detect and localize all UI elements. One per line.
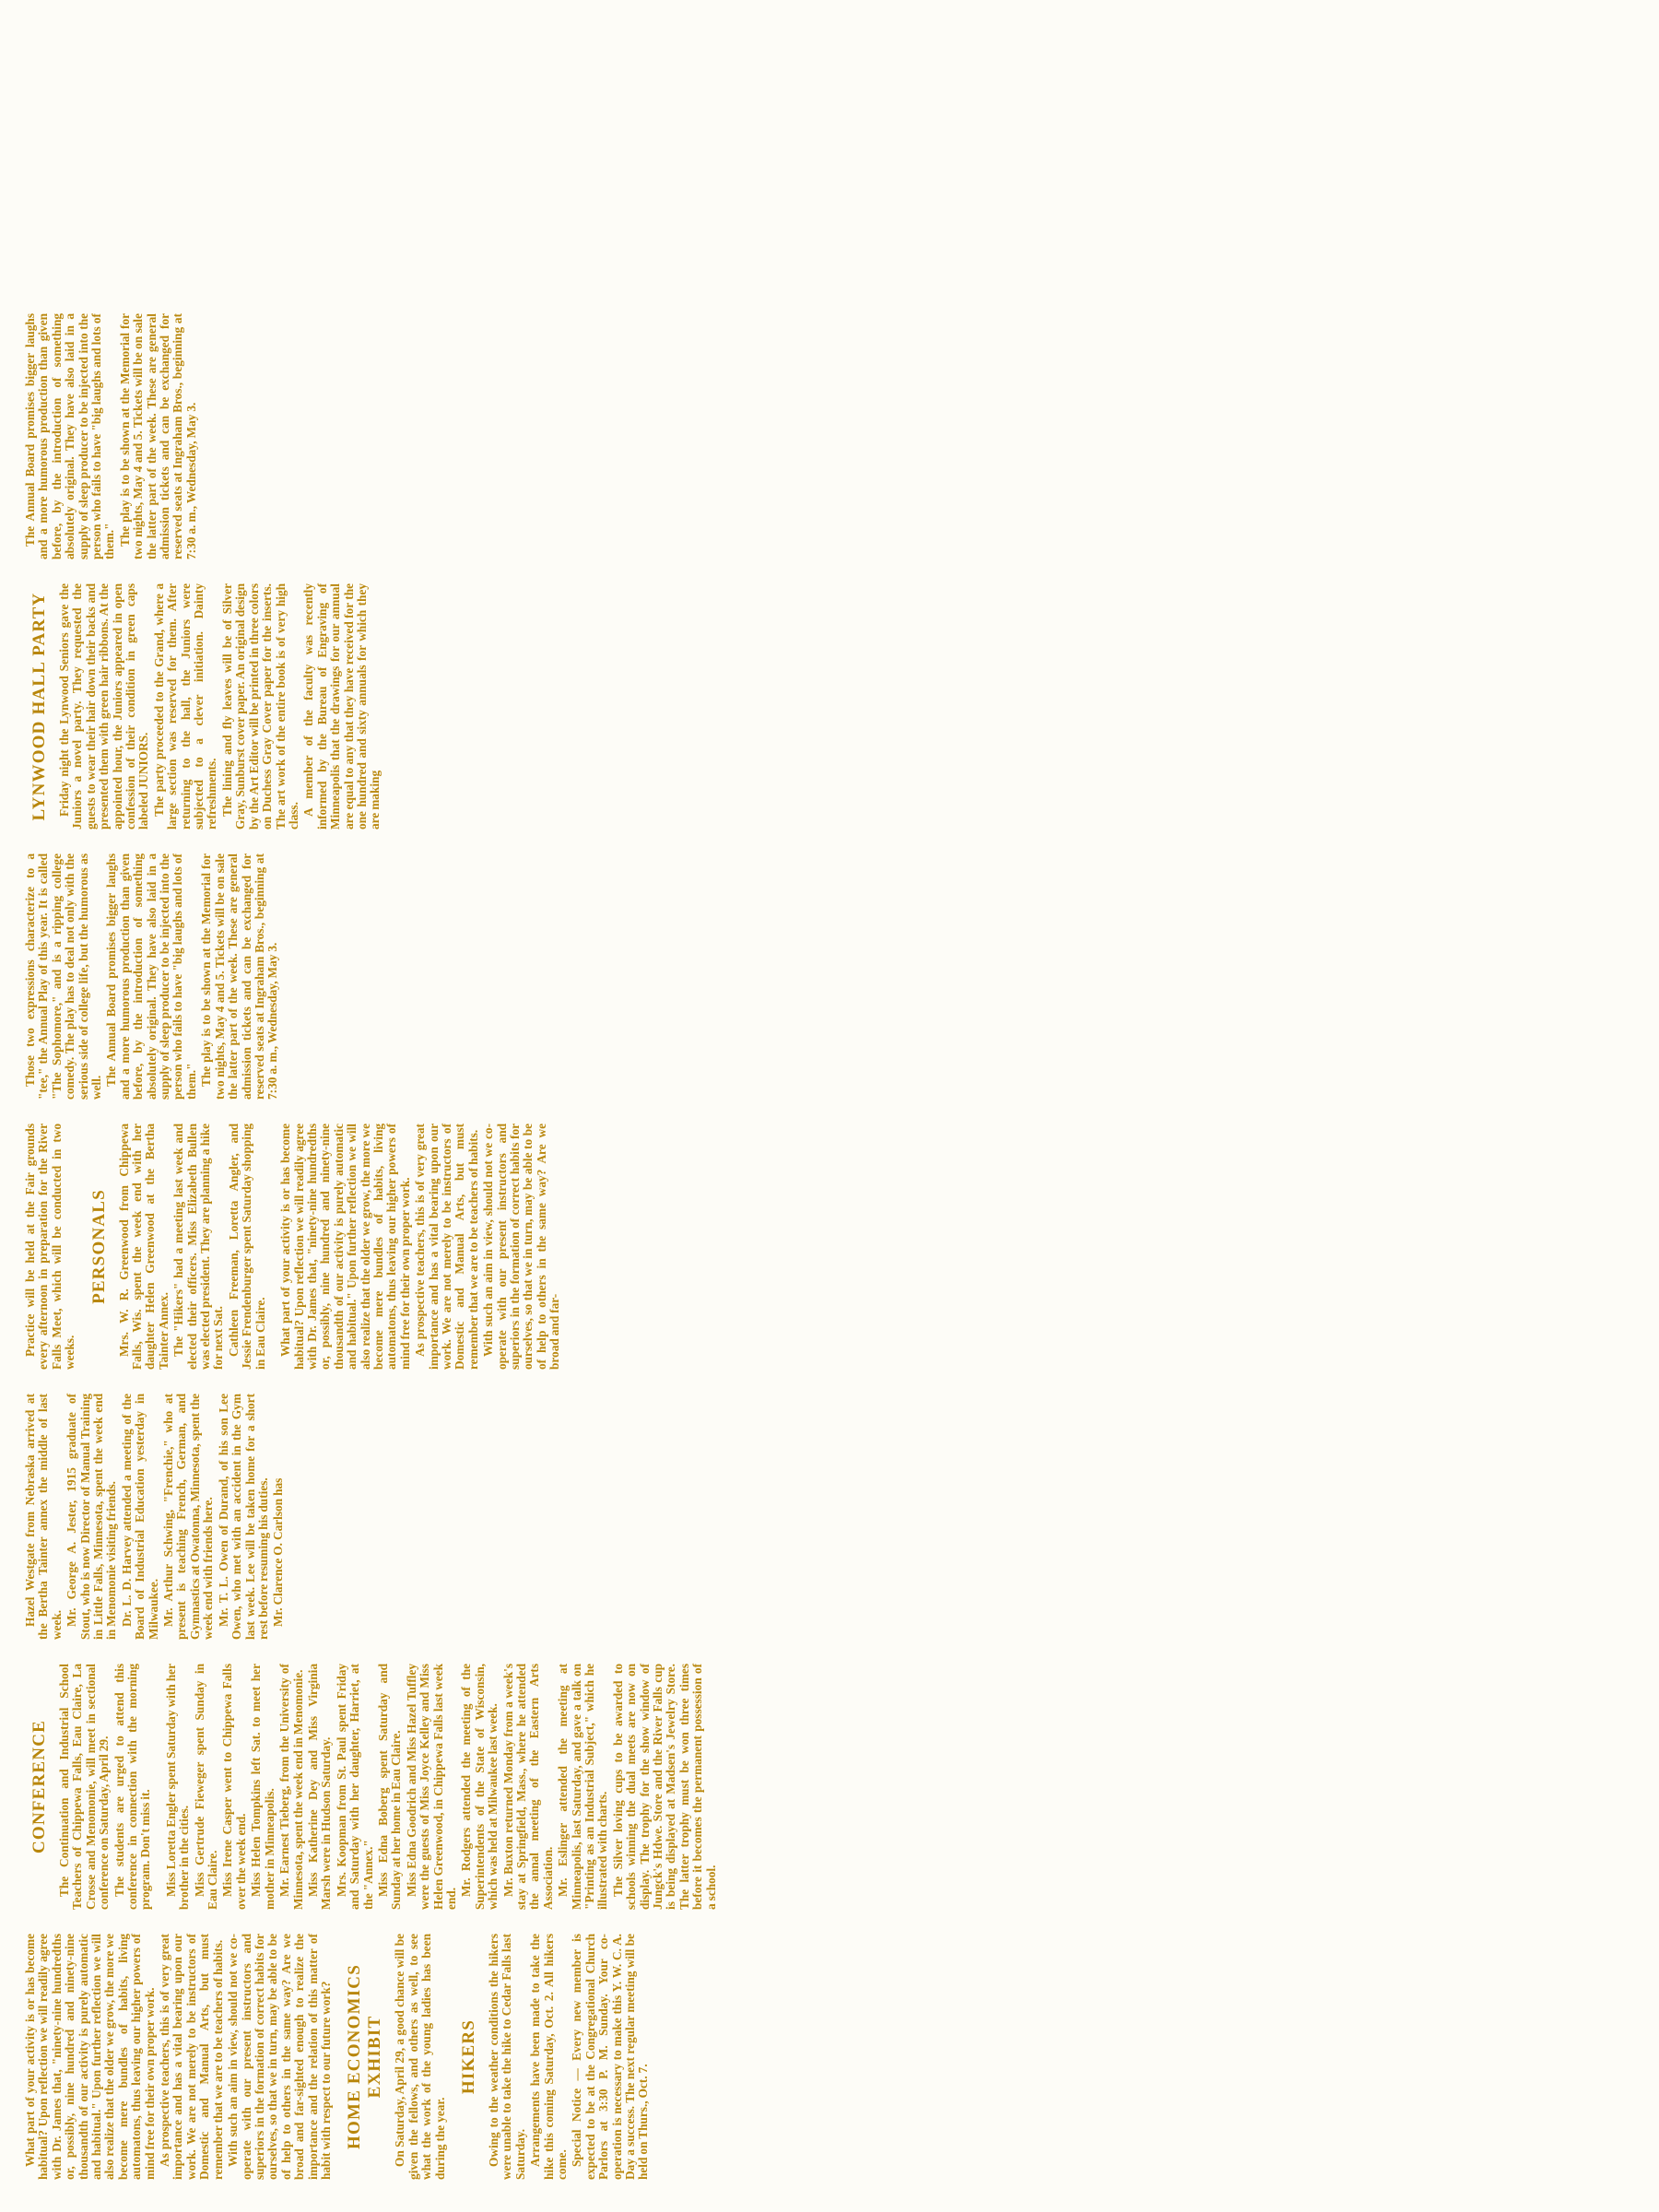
paragraph: Cathleen Freeman, Loretta Angler, and Jessie Frendenburger spent Saturday shopping in Eau Claire.	[226, 1124, 267, 1370]
paragraph: Practice will be held at the Fair grounds every afternoon in preparation for the River Falls Meet, which will be conducted in two weeks.	[23, 1124, 77, 1370]
paragraph: Those two expressions characterize to a "tee," the Annual Play of this year. It is called "The Sophomore," and is a ripping college comedy. The play has to deal not only with the serious side of college life, but the humorous as well.	[23, 853, 104, 1100]
paragraph: What part of your activity is or has become habitual? Upon reflection we will readily agree with Dr. James that, "ninety-nine hundredths or, possibly, nine hundred and ninety-nine thousandth of our activity is purely automatic and habitual." Upon further reflection we will also realize that the older we grow, the more we become mere bundles of habits, living automatons, thus leaving our higher powers of mind free for their own proper work.	[278, 1124, 412, 1370]
article-block	[24, 1394, 286, 1640]
paragraph: The lining and fly leaves will be of Silver Gray, Sunburst cover paper. An original design by the Art Editor will be printed in three colors on Duchess Gray Cover paper for the inserts. The art work of the entire book is of very high class.	[219, 583, 300, 830]
section-heading: HIKERS	[458, 2018, 478, 2095]
paragraph: With such an aim in view, should not we co-operate with our present instructors and superiors in the formation of correct habits for ourselves, so that we in turn, may be able to be of help to others in the same way? Are we broad and far-	[481, 1124, 562, 1370]
paragraph: On Saturday, April 29, a good chance will be given the fellows, and others as well, to see what the work of the young ladies has been during the year.	[393, 1934, 447, 2180]
paragraph: The Continuation and Industrial School Teachers of Chippewa Falls, Eau Claire, La Crosse and Menomonie, will meet in sectional conference on Saturday, April 29.	[57, 1664, 112, 1910]
paragraph: Owing to the weather conditions the hikers were unable to take the hike to Cedar Falls last Saturday.	[486, 1934, 527, 2180]
article-column	[24, 1382, 1642, 1652]
section-heading: LYNWOOD HALL PARTY	[29, 592, 49, 821]
paragraph: Mr. T. L. Owen of Durand, of his son Lee Owen, who met with an accident in the Gym last week. Lee will be taken home for a short rest before resuming his duties.	[216, 1394, 270, 1640]
paragraph: The party proceeded to the Grand, where a large section was reserved for them. After returning to the hall, the Juniors were subjected to a clever initiation. Dainty refreshments.	[151, 583, 219, 830]
paragraph: The play is to be shown at the Memorial for two nights, May 4 and 5. Tickets will be on sale the latter part of the week. These are general admission tickets and can be exchanged for reserved seats at Ingraham Bros., beginning at 7:30 a. m., Wednesday, May 3.	[117, 313, 198, 559]
paragraph: Miss Irene Casper went to Chippewa Falls over the week end.	[220, 1664, 248, 1910]
paragraph: The Annual Board promises bigger laughs and a more humorous production than given before, by the introduction of something absolutely original. They have also laid in a supply of sleep producer to be injected into the person who fails to have "big laughs and lots of them."	[104, 853, 198, 1100]
paragraph: Mr. Buxton returned Monday from a week's stay at Springfield, Mass., where he attended the annal meeting of the Eastern Arts Association.	[500, 1664, 555, 1910]
paragraph: Mrs. Koopman from St. Paul spent Friday and Saturday with her daughter, Harriet, at the "Annex."	[334, 1664, 375, 1910]
article-column	[24, 1922, 1642, 2192]
article-section	[459, 1934, 651, 2180]
article-column	[24, 571, 1642, 841]
article-section	[29, 583, 382, 830]
paragraph: The Silver loving cups to be awarded to schools winning the dual meets are now on display. The trophy for the show window of Jungck's Hdwe. Store and the River Falls cup is being displayed at Madsen's Jewelry Store. The latter trophy must be won three times before it becomes the permanent possession of a school.	[610, 1664, 718, 1910]
paragraph: Mrs. W. R. Greenwood from Chippewa Falls, Wis. spent the week end with her daughter Helen Greenwood at the Bertha Tainter Annex.	[116, 1124, 171, 1370]
paragraph: Miss Helen Tompkins left Sat. to meet her mother in Minneapolis.	[249, 1664, 276, 1910]
paragraph: The "Hikers" had a meeting last week and elected their officers. Miss Elizabeth Bullen was elected president. They are planning a hike for next Sat.	[171, 1124, 226, 1370]
paragraph: Miss Loretta Engler spent Saturday with her brother in the cities.	[163, 1664, 192, 1910]
column-container	[24, 18, 1642, 2192]
paragraph: The play is to be shown at the Memorial for two nights, May 4 and 5. Tickets will be on sale the latter part of the week. These are general admission tickets and can be exchanged for reserved seats at Ingraham Bros., beginning at 7:30 a. m., Wednesday, May 3.	[199, 853, 280, 1100]
article-block	[24, 853, 280, 1100]
paragraph: Friday night the Lynwood Seniors gave the Juniors a novel party. They requested the guests to wear their hair down their backs and presented them with green hair ribbons. At the appointed hour, the Juniors appeared in open confession of their condition in green caps labeled JUNIORS.	[57, 583, 151, 830]
article-section	[345, 1934, 447, 2180]
paragraph: Arrangements have been made to take the hike this coming Saturday, Oct. 2. All hikers come.	[528, 1934, 569, 2180]
article-column	[24, 841, 1642, 1112]
paragraph: Special Notice — Every new member is expected to be at the Congregational Church Parlors at 3:30 P. M. Sunday. Your co-operation is necessary to make this Y. W. C. A. Day a success. The next regular meeting will be held on Thurs., Oct. 7.	[570, 1934, 651, 2180]
section-heading: CONFERENCE	[29, 1720, 49, 1854]
article-block	[24, 313, 198, 559]
section-heading: PERSONALS	[88, 1189, 109, 1304]
paragraph: What part of your activity is or has become habitual? Upon reflection we will readily agree with Dr. James that, "ninety-nine hundredths or, possibly, nine hundred and ninety-nine thousandth of our activity is purely automatic and habitual." Upon further reflection we will also realize that the older we grow, the more we become mere bundles of habits, living automatons, thus leaving our higher powers of mind free for their own proper work.	[23, 1934, 157, 2180]
paragraph: Hazel Westgate from Nebraska arrived at the Bertha Tainter annex the middle of last week.	[23, 1394, 64, 1640]
paragraph: The students are urged to attend this conference in connection with the morning program. Don't miss it.	[112, 1664, 153, 1910]
paragraph: The Annual Board promises bigger laughs and a more humorous production than given before, by the introduction of something absolutely original. They have also laid in a supply of sleep producer to be injected into the person who fails to have "big laughs and lots of them."	[23, 313, 117, 559]
paragraph: Miss Edna Boberg spent Saturday and Sunday at her home in Eau Claire.	[375, 1664, 404, 1910]
paragraph: As prospective teachers, this is of very great importance and has a vital bearing upon our work. We are not merely to be instructors of Domestic and Manual Arts, but must remember that we are to be teachers of habits.	[413, 1124, 480, 1370]
article-section	[29, 1664, 153, 1910]
paragraph: Miss Gertrude Fieweger spent Sunday in Eau Claire.	[192, 1664, 220, 1910]
paragraph: Mr. Rodgers attended the meeting of the Superintendents of the State of Wisconsin, which was held at Milwaukee last week.	[459, 1664, 500, 1910]
article-block	[24, 1124, 77, 1370]
paragraph: Miss Katherine Dey and Miss Virginia Marsh were in Hudson Saturday.	[305, 1664, 334, 1910]
paragraph: With such an aim in view, should not we co-operate with our present instructors and superiors in the formation of correct habits for ourselves, so that we in turn, may be able to be of help to others in the same way? Are we broad and far-sighted enough to realize the importance and the relation of this matter of habit with respect to our future work?	[226, 1934, 333, 2180]
paragraph: Dr. L. D. Harvey attended a meeting of the Board of Industrial Education yesterday in Milwaukee.	[119, 1394, 160, 1640]
paragraph: Mr. Eslinger attended the meeting at Minneapolis, last Saturday, and gave a talk on "Printing as an Industrial Subject," which he illustrated with charts.	[556, 1664, 610, 1910]
article-column	[24, 1112, 1642, 1382]
section-heading: HOME ECONOMICS EXHIBIT	[345, 1964, 385, 2150]
article-column	[24, 1652, 1642, 1922]
article-block	[279, 1124, 562, 1370]
paragraph: Mr. Arthur Schwing, "Frenchie," who at present is teaching French, German, and Gymnastics at Owatonna, Minnesota, spent the week end with friends here.	[161, 1394, 216, 1640]
paragraph: Mr. Earnest Tieberg, from the University of Minnesota, spent the week end in Menomonie.	[277, 1664, 305, 1910]
article-block	[24, 1934, 333, 2180]
article-section	[89, 1124, 267, 1370]
paragraph: Mr. Clarence O. Carlson has	[271, 1477, 286, 1627]
paragraph: As prospective teachers, this is of very great importance and has a vital bearing upon our work. We are not merely to be instructors of Domestic and Manual Arts, but must remember that we are to be teachers of habits.	[158, 1934, 225, 2180]
article-column	[24, 301, 1642, 571]
article-block	[165, 1664, 718, 1910]
paragraph: Miss Edna Goodrich and Miss Hazel Tuffley were the guests of Miss Joyce Kelley and Miss Helen Greenwood, in Chippewa Falls last week end.	[404, 1664, 458, 1910]
paragraph: Mr. George A. Jester, 1915 graduate of Stout, who is now Director of Manual Training in Little Falls, Minnesota, spent the week end in Menomonie visiting friends.	[65, 1394, 119, 1640]
paragraph: A member of the faculty was recently informed by the Bureau of Engraving of Minneapolis that the drawings for our annual are equal to any that they have received for the one hundred and sixty annuals for which they are making	[301, 583, 382, 830]
